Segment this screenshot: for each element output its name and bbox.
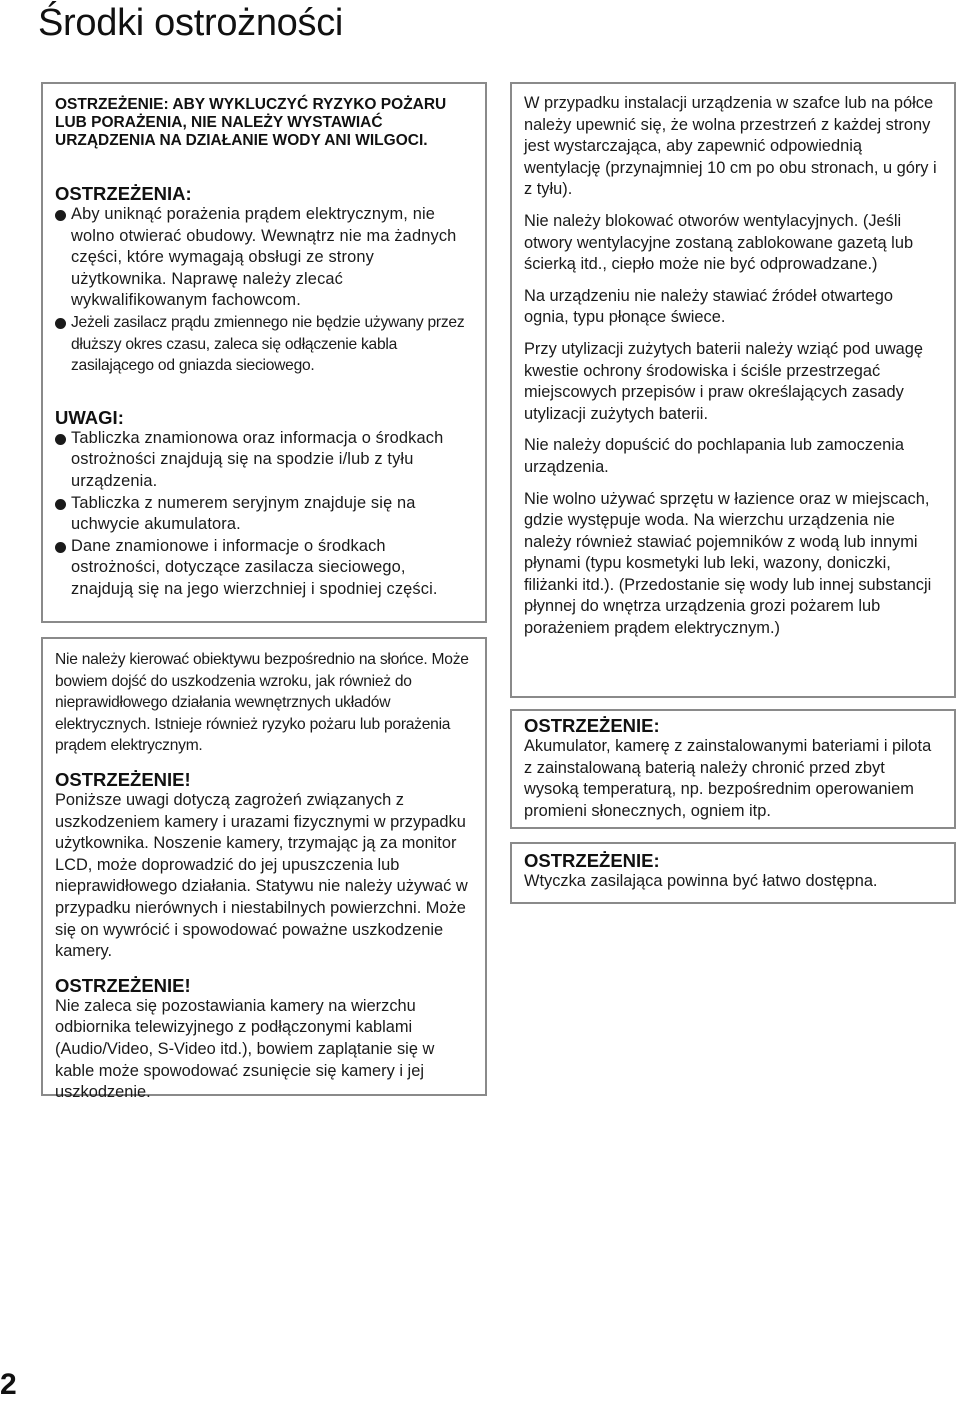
safety-warnings-box (41, 82, 487, 623)
bullet-icon (55, 210, 66, 221)
sun-warning-text: Nie należy kierować obiektywu bezpośrednio na słońce. Może bowiem dojść do uszkodzenia wzroku, jak również do nieprawidłowego działania wewnętrznych układów elektrycznych. Istnieje również ryzyko pożaru lub porażenia prądem elektrycznym. (55, 651, 469, 755)
paragraph: W przypadku instalacji urządzenia w szafce lub na półce należy upewnić się, że wolna przestrzeń z każdej strony jest wystarczająca, aby zapewnić odpowiednią wentylację (przynajmniej 10 cm po obu stronach, u góry i z tyłu). (524, 94, 937, 199)
bullet-icon (55, 434, 66, 445)
plug-warning-box (510, 842, 956, 904)
warning-title: OSTRZEŻENIE! (55, 768, 191, 790)
installation-guidelines-box (510, 82, 956, 698)
caution-title: OSTRZEŻENIA: (55, 183, 192, 204)
warning-title: OSTRZEŻENIE: (524, 850, 660, 871)
list-item: Jeżeli zasilacz prądu zmiennego nie będzie używany przez dłuższy okres czasu, zaleca się odłączenie kabla zasilającego od gniazda sieciowego. (55, 312, 471, 377)
bullet-icon (55, 542, 66, 553)
warning-text: Wtyczka zasilająca powinna być łatwo dostępna. (524, 872, 878, 890)
paragraph: Przy utylizacji zużytych baterii należy wziąć pod uwagę kwestie ochrony środowiska i ściśle przestrzegać miejscowych przepisów i praw określających zasady utylizacji zużytych baterii. (524, 339, 924, 423)
notes-title: UWAGI: (55, 406, 124, 428)
list-item: Aby uniknąć porażenia prądem elektrycznym, nie wolno otwierać obudowy. Wewnątrz nie ma żadnych części, które wymagają obsługi ze strony użytkownika. Naprawę należy zlecać wykwalifikowanym fachowcom. (55, 204, 471, 312)
paragraph: Nie wolno używać sprzętu w łazience oraz w miejscach, gdzie występuje woda. Na wierzchu urządzenia nie należy również stawiać pojemników z wodą lub innymi płynami (typu kosmetyki lub leki, wazony, doniczki, filiżanki itd.). (Przedostanie się wody lub innej substancji płynnej do wnętrza urządzenia grozi pożarem lub porażeniem prądem elektrycznym.) (524, 489, 932, 638)
bullet-icon (55, 499, 66, 510)
paragraph: Nie należy blokować otworów wentylacyjnych. (Jeśli otwory wentylacyjne zostaną zablokowane gazetą lub ścierką itd., ciepło może nie być odprowadzane.) (524, 211, 914, 274)
list-item: Dane znamionowe i informacje o środkach ostrożności, dotyczące zasilacza sieciowego, znajdują się na jego wierzchniej i spodniej części. (55, 536, 471, 601)
lens-and-camera-warnings-box (41, 637, 487, 1102)
paragraph: Na urządzeniu nie należy stawiać źródeł otwartego ognia, typu płonące świece. (524, 286, 893, 327)
warning-text: Poniższe uwagi dotyczą zagrożeń związanych z uszkodzeniem kamery i urazami fizycznymi w przypadku użytkownika. Noszenie kamery, trzymając ją za monitor LCD, może doprowadzić do jej upuszczenia lub nieprawidłowego działania. Statywu nie należy używać w przypadku nierównych i niestabilnych powierzchni. Może się on wywrócić i spowodować poważne uszkodzenie kamery. (55, 790, 468, 961)
fire-shock-warning: OSTRZEŻENIE: ABY WYKLUCZYĆ RYZYKO POŻARU LUB PORAŻENIA, NIE NALEŻY WYSTAWIAĆ URZĄDZENIA NA DZIAŁANIE WODY ANI WILGOCI. (55, 96, 447, 149)
page-number: 2 (0, 1368, 17, 1401)
list-item: Tabliczka znamionowa oraz informacja o środkach ostrożności znajdują się na spodzie i/lub z tyłu urządzenia. (55, 428, 471, 493)
paragraph: Nie należy dopuścić do pochlapania lub zamoczenia urządzenia. (524, 436, 904, 476)
warning-text: Akumulator, kamerę z zainstalowanymi bateriami i pilota z zainstalowaną baterią należy chronić przed zbyt wysoką temperaturą, np. bezpośrednim operowaniem promieni słonecznych, ogniem itp. (524, 737, 932, 820)
battery-warning-box (510, 709, 956, 829)
warning-text: Nie zaleca się pozostawiania kamery na wierzchu odbiornika telewizyjnego z podłączonymi kablami (Audio/Video, S-Video itd.), bowiem zaplątanie się w kable może spowodować zsunięcie się kamery i jej uszkodzenie. (55, 996, 435, 1102)
bullet-icon (55, 318, 66, 329)
notes-list (55, 428, 471, 601)
caution-list (55, 204, 471, 377)
list-item: Tabliczka z numerem seryjnym znajduje się na uchwycie akumulatora. (55, 493, 471, 536)
warning-title: OSTRZEŻENIE: (524, 715, 660, 736)
warning-title: OSTRZEŻENIE! (55, 974, 191, 996)
page-title: Środki ostrożności (38, 2, 344, 44)
